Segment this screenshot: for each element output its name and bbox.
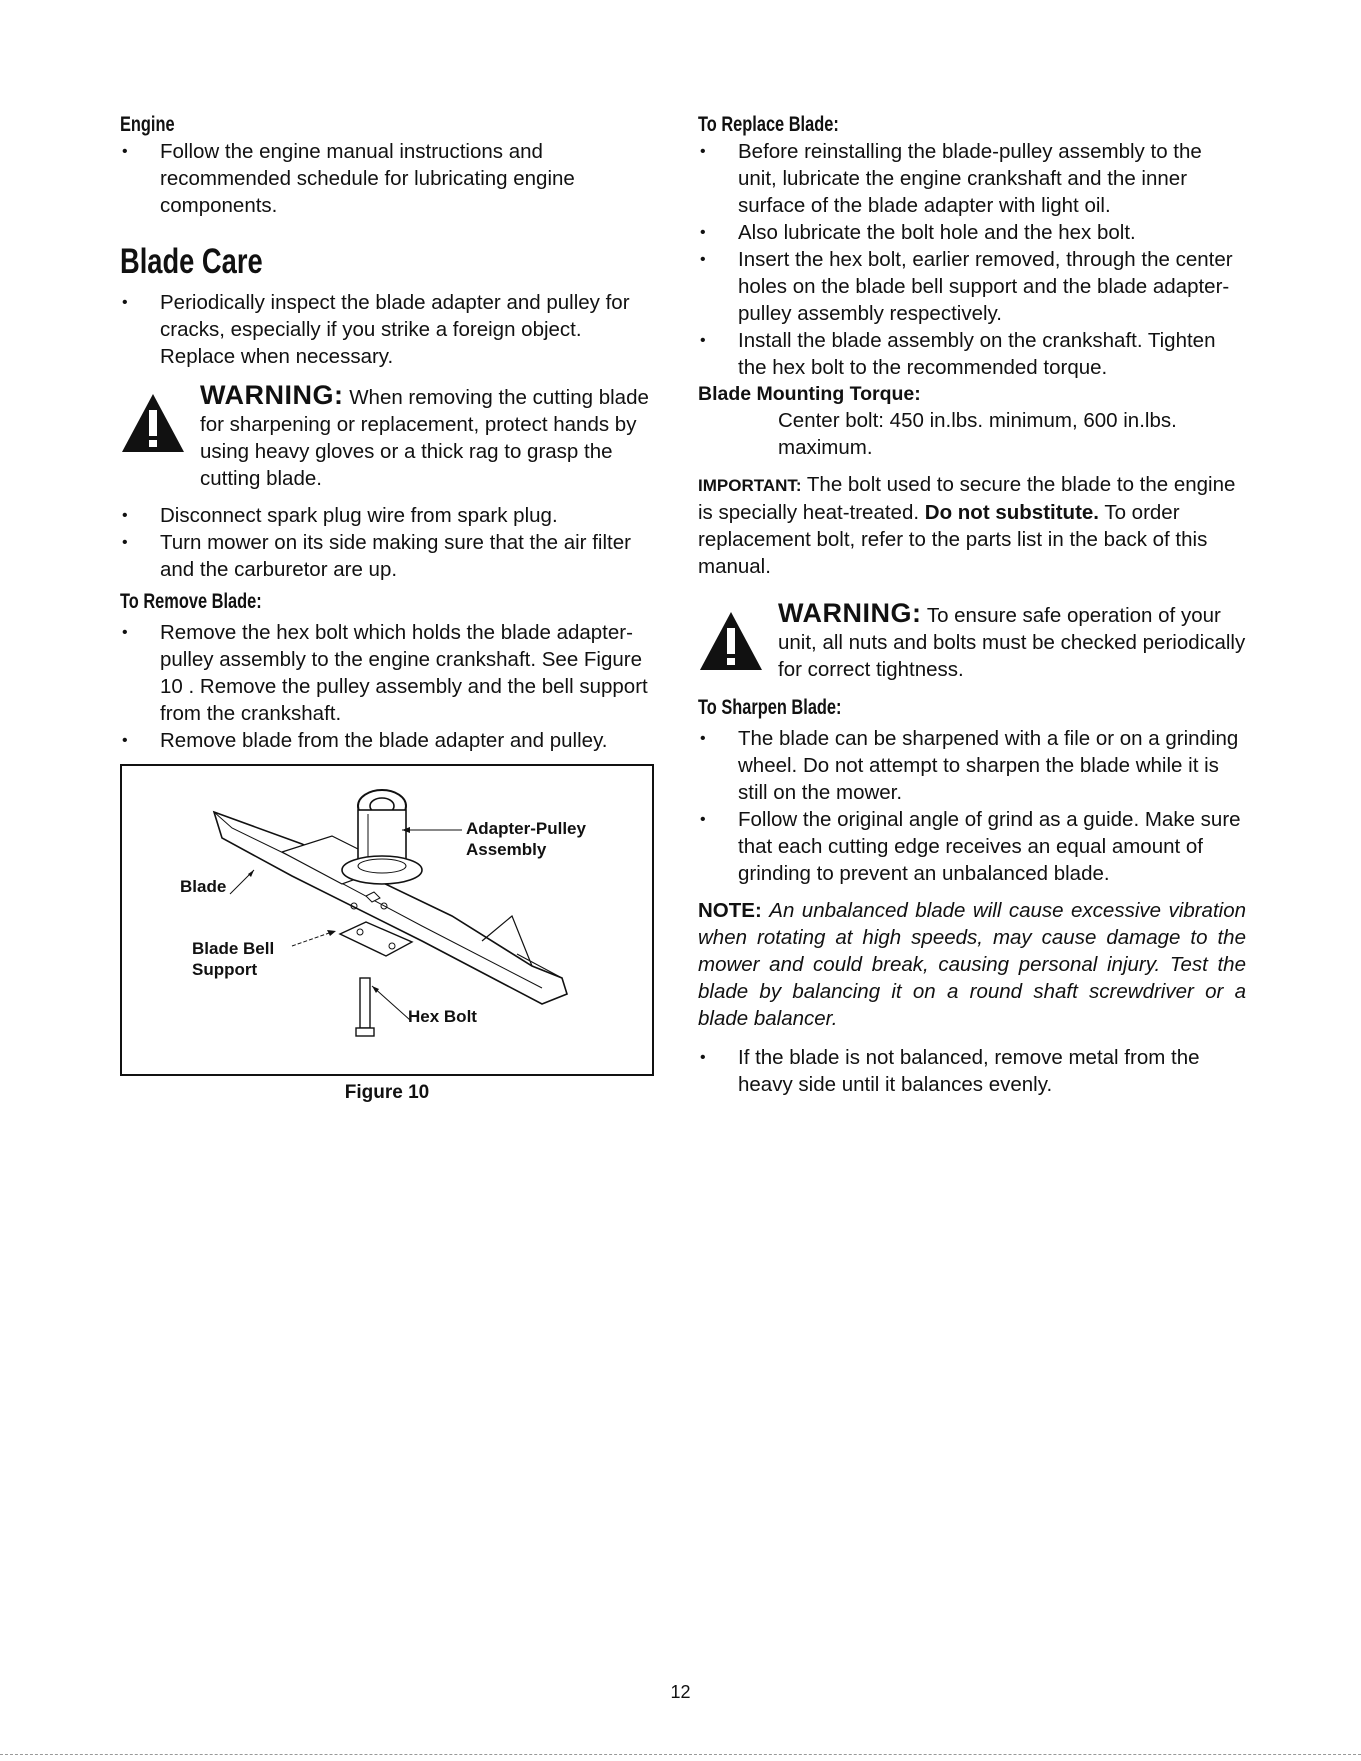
- list-item: • Also lubricate the bolt hole and the hex bolt.: [698, 219, 1246, 246]
- important-paragraph: [698, 471, 1246, 580]
- important-text-1: The bolt used to secure the blade to the engine is specially heat-treated.: [698, 473, 1236, 524]
- blade-care-list: [120, 289, 660, 370]
- left-column: [120, 112, 660, 1104]
- warning-text: To ensure safe operation of your unit, all nuts and bolts must be checked periodically for correct tightness.: [778, 604, 1246, 681]
- list-item: • Before reinstalling the blade-pulley assembly to the unit, lubricate the engine crankshaft and the inner surface of the blade adapter with light oil.: [698, 138, 1246, 219]
- important-bold: Do not substitute.: [924, 501, 1099, 524]
- important-text-2: To order replacement bolt, refer to the parts list in the back of this manual.: [698, 501, 1208, 578]
- list-item: • Remove the hex bolt which holds the blade adapter-pulley assembly to the engine crankshaft. See Figure 10 . Remove the pulley assembly and the bell support from the crankshaft.: [120, 619, 660, 727]
- list-item: • Disconnect spark plug wire from spark plug.: [120, 502, 660, 529]
- list-item: • Install the blade assembly on the crankshaft. Tighten the hex bolt to the recommended torque.: [698, 327, 1246, 381]
- warning-triangle-icon: [698, 610, 764, 672]
- torque-heading: Blade Mounting Torque:: [698, 383, 921, 405]
- remove-list: [120, 619, 660, 754]
- figure-10-box: [120, 764, 654, 1076]
- remove-blade-heading: To Remove Blade:: [120, 590, 262, 613]
- replace-list: [698, 138, 1246, 381]
- warning-label: WARNING:: [778, 598, 922, 628]
- note-label: NOTE:: [698, 899, 762, 922]
- list-item: • Follow the engine manual instructions and recommended schedule for lubricating engine components.: [120, 138, 660, 219]
- blade-care-heading: Blade Care: [120, 242, 263, 281]
- warning-block-1: [120, 382, 660, 492]
- list-item: • Periodically inspect the blade adapter and pulley for cracks, especially if you strike a foreign object. Replace when necessary.: [120, 289, 660, 370]
- torque-text: Center bolt: 450 in.lbs. minimum, 600 in.lbs. maximum.: [778, 409, 1177, 459]
- engine-list: [120, 138, 660, 219]
- sharpen-blade-heading: To Sharpen Blade:: [698, 696, 842, 719]
- note-paragraph: [698, 897, 1246, 1032]
- label-adapter-pulley: Adapter-Pulley Assembly: [466, 819, 586, 859]
- list-item: • If the blade is not balanced, remove metal from the heavy side until it balances evenly.: [698, 1044, 1246, 1098]
- note-text: An unbalanced blade will cause excessive vibration when rotating at high speeds, may cause damage to the mower and could break, causing personal injury. Test the blade by balancing it on a round shaft screwdriver or a blade balancer.: [698, 899, 1246, 1030]
- list-item: • Follow the original angle of grind as a guide. Make sure that each cutting edge receives an equal amount of grinding to prevent an unbalanced blade.: [698, 806, 1246, 887]
- important-label: IMPORTANT:: [698, 476, 802, 495]
- footer-rule: [0, 1754, 1361, 1755]
- warning-label: WARNING:: [200, 380, 344, 410]
- list-item: • Remove blade from the blade adapter and pulley.: [120, 727, 660, 754]
- warning-triangle-icon: [120, 392, 186, 454]
- page-number: 12: [670, 1682, 691, 1702]
- label-hex-bolt: Hex Bolt: [408, 1007, 477, 1026]
- list-item: • Turn mower on its side making sure that the air filter and the carburetor are up.: [120, 529, 660, 583]
- figure-caption: Figure 10: [344, 1082, 430, 1103]
- warning-text: When removing the cutting blade for sharpening or replacement, protect hands by using heavy gloves or a thick rag to grasp the cutting blade.: [200, 386, 649, 490]
- sharpen-list: [698, 725, 1246, 887]
- warning-block-2: [698, 600, 1246, 683]
- label-blade-bell-support: Blade Bell Support: [192, 939, 275, 979]
- prep-list: [120, 502, 660, 583]
- list-item: • The blade can be sharpened with a file or on a grinding wheel. Do not attempt to sharpen the blade while it is still on the mower.: [698, 725, 1246, 806]
- engine-heading: Engine: [120, 113, 175, 136]
- right-column: [698, 112, 1246, 1098]
- blade-assembly-illustration: [122, 766, 652, 1074]
- final-list: [698, 1044, 1246, 1098]
- list-item: • Insert the hex bolt, earlier removed, through the center holes on the blade bell support and the blade adapter-pulley assembly respectively.: [698, 246, 1246, 327]
- replace-blade-heading: To Replace Blade:: [698, 113, 839, 136]
- label-blade: Blade: [180, 877, 227, 896]
